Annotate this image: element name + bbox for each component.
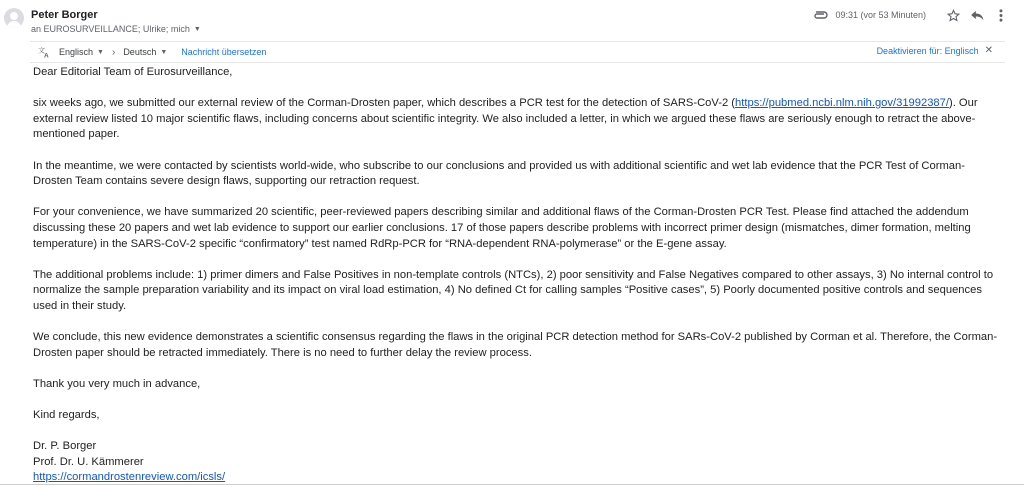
source-language-label: Englisch: [59, 47, 94, 57]
star-icon[interactable]: [944, 6, 962, 24]
target-language-label: Deutsch: [123, 47, 157, 57]
paragraph-2: In the meantime, we were contacted by scientists world-wide, who subscribe to our conclusions and provided us with additional scientific and wet lab evidence that the PCR Test of Corman-Drosten Team contains severe design flaws, supporting our retraction request.: [33, 159, 965, 188]
paragraph-3: For your convenience, we have summarized 20 scientific, peer-reviewed papers describing similar and additional flaws of the Corman-Drosten PCR Test. Please find attached the addendum discussing these 20 papers and wet lab evidence to support our earlier conclusions. 17 of those papers describe problems with incorrect primer design (mismatches, dimer formation, melting temperature) in the SARS-CoV-2 specific “confirmatory” test named RdRp-PCR for “RNA-dependent RNA-polymerase” or the E-gene assay.: [33, 206, 971, 250]
chevron-right-icon: ›: [111, 46, 116, 58]
close-icon[interactable]: ✕: [984, 45, 993, 56]
disable-translation: [877, 45, 993, 56]
signature-name-1: Dr. P. Borger: [33, 440, 97, 453]
attachment-icon: [813, 9, 829, 21]
signature: [33, 439, 999, 486]
disable-translation-link[interactable]: Deaktivieren für: Englisch: [876, 45, 979, 56]
paragraph-1: [33, 96, 999, 143]
header-actions: [813, 7, 1010, 23]
translate-bar: [30, 41, 1005, 63]
translate-icon: [38, 46, 51, 58]
svg-text:文: 文: [38, 47, 45, 55]
paragraph-4: The additional problems include: 1) primer dimers and False Positives in non-template controls (NTCs), 2) poor sensitivity and False Negatives compared to other assays, 3) No internal control to normalize the sample preparation variability and its impact on viral load estimation, 4) No defined Ct for calling samples “Positive cases”, 5) Poorly documented positive controls and sequences used in their study.: [33, 268, 994, 312]
chevron-down-icon: ▼: [160, 48, 168, 56]
sender-name[interactable]: Peter Borger: [31, 9, 98, 21]
recipients-dropdown[interactable]: [31, 24, 201, 34]
translate-message-link[interactable]: Nachricht übersetzen: [181, 47, 267, 57]
avatar-person-icon[interactable]: [4, 8, 24, 28]
chevron-down-icon[interactable]: ▼: [193, 25, 201, 33]
paragraph-1-text-end: ). Our external review listed 10 major scientific flaws, including concerns about scientific integrity. We also included a letter, in which we argued these flaws are seriously enough to retract the above-mentioned paper.: [33, 97, 978, 141]
greeting: Dear Editorial Team of Eurosurveillance,: [33, 66, 233, 78]
more-vertical-icon[interactable]: [992, 6, 1010, 24]
recipients-text: an EUROSURVEILLANCE; Ulrike; mich: [31, 24, 190, 34]
paragraph-5: We conclude, this new evidence demonstrates a scientific consensus regarding the flaws in the original PCR detection method for SARs-CoV-2 published by Corman et al. Therefore, the Corman-Drosten paper should be retracted immediately. There is no need to further delay the review process.: [33, 331, 998, 359]
paragraph-1-text: six weeks ago, we submitted our external review of the Corman-Drosten paper, which describes a PCR test for the detection of SARS-CoV-2 (: [33, 97, 736, 110]
source-language-select[interactable]: [59, 47, 104, 57]
closing-regards: Kind regards,: [33, 409, 100, 422]
target-language-select[interactable]: [123, 47, 167, 57]
chevron-down-icon: ▼: [97, 48, 104, 56]
email-body: [33, 65, 999, 486]
reply-icon[interactable]: [968, 6, 986, 24]
svg-text:A: A: [44, 52, 49, 58]
email-header: [0, 0, 1024, 40]
closing-thanks: Thank you very much in advance,: [33, 377, 201, 390]
timestamp: 09:31 (vor 53 Minuten): [835, 10, 926, 20]
signature-name-2: Prof. Dr. U. Kämmerer: [33, 455, 144, 468]
pubmed-link[interactable]: https://pubmed.ncbi.nlm.nih.gov/31992387/: [735, 97, 949, 110]
signature-website-link[interactable]: https://cormandrostenreview.com/icsls/: [33, 471, 226, 484]
